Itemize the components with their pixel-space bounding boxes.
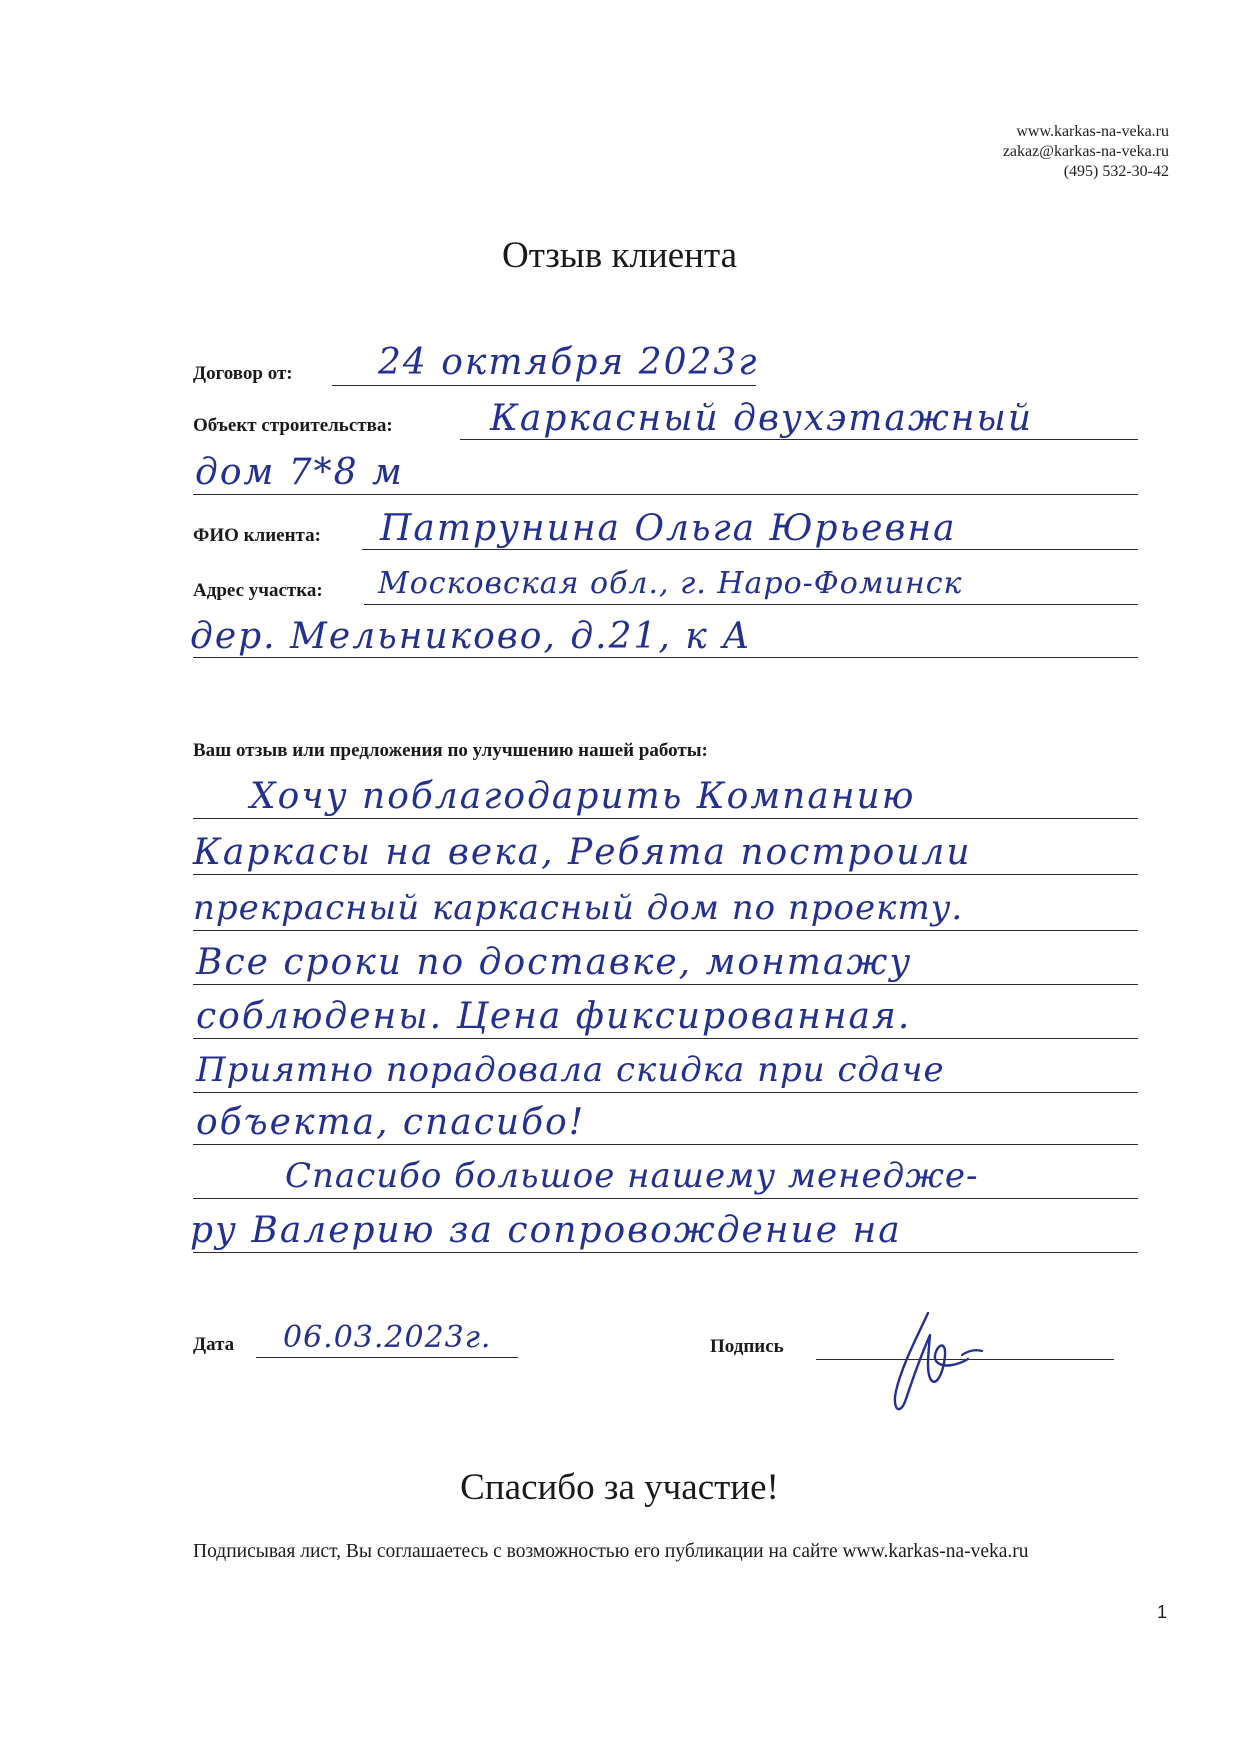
feedback-line (193, 1038, 1138, 1039)
consent-text: Подписывая лист, Вы соглашаетесь с возможностью его публикации на сайте www.karkas-na-veka.ru (193, 1541, 1029, 1562)
feedback-line (193, 930, 1138, 931)
feedback-text-line: Приятно порадовала скидка при сдаче (196, 1050, 945, 1090)
page-number: 1 (1156, 1602, 1167, 1622)
thanks-heading: Спасибо за участие! (460, 1467, 779, 1508)
object-line-1 (460, 439, 1138, 440)
feedback-text-line: соблюдены. Цена фиксированная. (196, 996, 912, 1037)
contact-site: www.karkas-na-veka.ru (1016, 123, 1169, 140)
feedback-line (193, 984, 1138, 985)
address-line-2 (193, 657, 1138, 658)
feedback-line (193, 1144, 1138, 1145)
signature-label: Подпись (710, 1336, 784, 1357)
feedback-line (193, 1252, 1138, 1253)
date-line (256, 1357, 518, 1358)
feedback-text-line: Каркасы на века, Ребята построили (193, 832, 972, 873)
object-label: Объект строительства: (193, 415, 393, 436)
contract-value: 24 октября 2023г (378, 342, 759, 383)
object-line-2 (193, 494, 1138, 495)
feedback-line (193, 1092, 1138, 1093)
address-value-2: дер. Мельниково, д.21, к А (190, 616, 752, 657)
object-value-1: Каркасный двухэтажный (490, 398, 1034, 439)
contract-line (332, 385, 756, 386)
feedback-line (193, 1198, 1138, 1199)
client-value: Патрунина Ольга Юрьевна (380, 508, 957, 549)
feedback-text-line: Хочу поблагодарить Компанию (250, 776, 916, 817)
feedback-line (193, 874, 1138, 875)
address-label: Адрес участка: (193, 580, 323, 601)
date-label: Дата (193, 1334, 235, 1355)
address-line-1 (364, 604, 1138, 605)
date-value: 06.03.2023г. (283, 1320, 492, 1355)
contact-phone: (495) 532-30-42 (1063, 163, 1169, 180)
feedback-line (193, 818, 1138, 819)
feedback-text-line: объекта, спасибо! (196, 1102, 586, 1143)
client-label: ФИО клиента: (193, 525, 321, 546)
feedback-text-line: ру Валерию за сопровождение на (190, 1210, 902, 1251)
address-value-1: Московская обл., г. Наро-Фоминск (378, 566, 963, 601)
client-line (362, 549, 1138, 550)
feedback-text-line: Спасибо большое нашему менедже- (285, 1156, 979, 1196)
page-title: Отзыв клиента (501, 235, 738, 276)
feedback-text-line: прекрасный каркасный дом по проекту. (193, 888, 964, 928)
contract-label: Договор от: (193, 363, 293, 384)
contact-block (1003, 122, 1169, 182)
signature-mark (870, 1295, 1010, 1430)
object-value-2: дом 7*8 м (195, 452, 404, 493)
feedback-text-line: Все сроки по доставке, монтажу (196, 942, 913, 983)
feedback-label: Ваш отзыв или предложения по улучшению нашей работы: (193, 740, 708, 761)
contact-email: zakaz@karkas-na-veka.ru (1002, 143, 1169, 160)
